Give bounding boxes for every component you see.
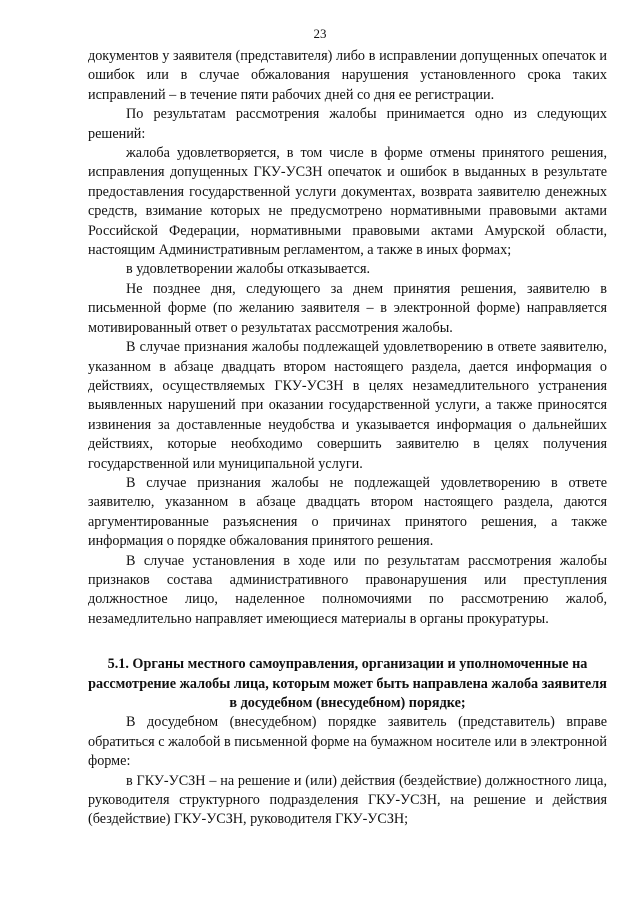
page-number: 23 [313,26,327,41]
paragraph: Не позднее дня, следующего за днем принятия решения, заявителю в письменной форме (по желанию заявителя – в электронной форме) направляется мотивированный ответ о результатах рассмотрения жалобы. [88,280,607,336]
paragraph: В досудебном (внесудебном) порядке заявитель (представитель) вправе обратиться с жалобой в письменной форме на бумажном носителе или в электронной форме: [88,714,607,770]
paragraph: в ГКУ-УСЗН – на решение и (или) действия (бездействие) должностного лица, руководителя структурного подразделения ГКУ-УСЗН, на решение и действия (бездействие) ГКУ-УСЗН, руководителя ГКУ-УСЗН; [88,772,607,828]
paragraph: В случае признания жалобы не подлежащей удовлетворению в ответе заявителю, указанном в абзаце двадцать втором настоящего раздела, даются аргументированные разъяснения о причинах принятого решения, а также информация о порядке обжалования принятого решения. [88,474,607,550]
document-body [88,47,607,830]
paragraph: в удовлетворении жалобы отказывается. [126,261,371,278]
paragraph: В случае установления в ходе или по результатам рассмотрения жалобы признаков состава административного правонарушения или преступления должностное лицо, наделенное полномочиями по рассмотрению жалоб, незамедлительно направляет имеющиеся материалы в органы прокуратуры. [88,552,607,627]
paragraph: По результатам рассмотрения жалобы принимается одно из следующих решений: [88,106,607,142]
paragraph: жалоба удовлетворяется, в том числе в форме отмены принятого решения, исправления допущенных ГКУ-УСЗН опечаток и ошибок в выданных в результате предоставления государственной услуги документах, возврата заявителю денежных средств, взимание которых не предусмотрено нормативными правовыми актами Российской Федерации, нормативными правовыми актами Амурской области, настоящим Административным регламентом, а также в иных формах; [88,145,607,259]
paragraph: В случае признания жалобы подлежащей удовлетворению в ответе заявителю, указанном в абзаце двадцать втором настоящего раздела, дается информация о действиях, осуществляемых ГКУ-УСЗН в целях незамедлительного устранения выявленных нарушений при оказании государственной услуги, а также приносятся извинения за доставленные неудобства и указывается информация о дальнейших действиях, которые необходимо совершить заявителю в целях получения государственной или муниципальной услуги. [88,339,607,472]
section-heading: 5.1. Органы местного самоуправления, организации и уполномоченные на рассмотрение жалобы лица, которым может быть направлена жалоба заявителя в досудебном (внесудебном) порядке; [88,656,607,711]
paragraph: документов у заявителя (представителя) либо в исправлении допущенных опечаток и ошибок или в случае обжалования нарушения установленного срока таких исправлений – в течение пяти рабочих дней со дня ее регистрации. [88,48,607,103]
